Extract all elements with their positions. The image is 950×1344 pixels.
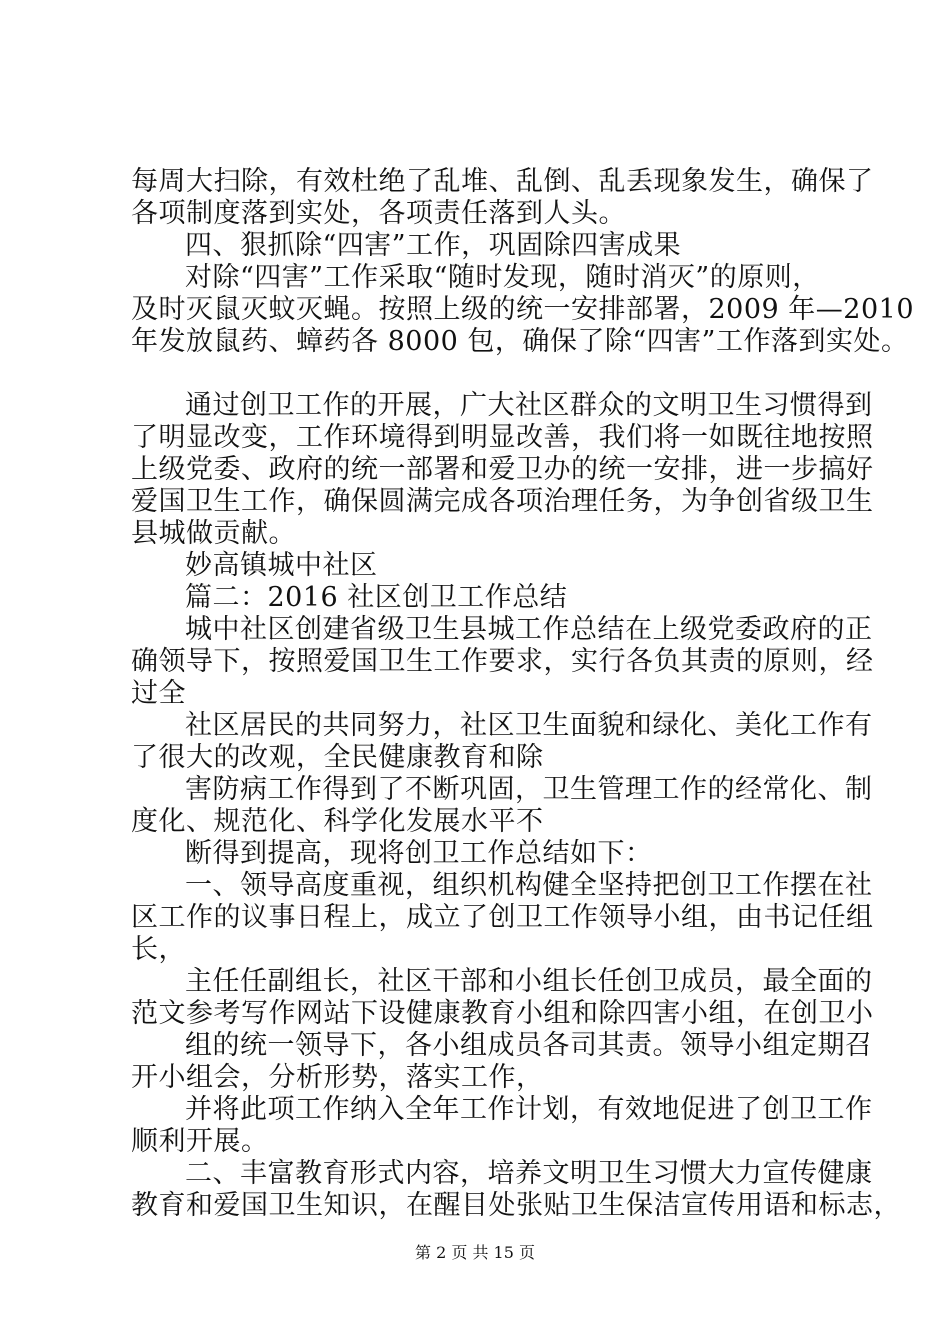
section-title: 篇二：2016 社区创卫工作总结 — [185, 582, 568, 613]
text-line: 县城做贡献。 — [131, 518, 296, 549]
text-line: 区工作的议事日程上，成立了创卫工作领导小组，由书记任组 — [131, 902, 874, 933]
signature-line: 妙高镇城中社区 — [185, 550, 378, 581]
text-line: 社区居民的共同努力，社区卫生面貌和绿化、美化工作有 — [185, 710, 873, 741]
page-number-footer: 第 2 页 共 15 页 — [415, 1243, 535, 1262]
section-heading: 一、领导高度重视，组织机构健全坚持把创卫工作摆在社 — [185, 870, 873, 901]
text-line: 每周大扫除，有效杜绝了乱堆、乱倒、乱丢现象发生，确保了 — [131, 166, 874, 197]
text-line: 了明显改变，工作环境得到明显改善，我们将一如既往地按照 — [131, 422, 874, 453]
text-line: 上级党委、政府的统一部署和爱卫办的统一安排，进一步搞好 — [131, 454, 874, 485]
text-line: 了很大的改观，全民健康教育和除 — [131, 742, 544, 773]
body-text — [131, 166, 915, 1222]
text-line: 开小组会，分析形势，落实工作， — [131, 1062, 544, 1093]
paragraph-gap — [131, 358, 841, 390]
text-line: 度化、规范化、科学化发展水平不 — [131, 806, 544, 837]
text-line: 教育和爱国卫生知识，在醒目处张贴卫生保洁宣传用语和标志， — [131, 1190, 901, 1221]
text-line: 顺利开展。 — [131, 1126, 269, 1157]
text-line: 爱国卫生工作，确保圆满完成各项治理任务，为争创省级卫生 — [131, 486, 874, 517]
text-line: 并将此项工作纳入全年工作计划，有效地促进了创卫工作 — [185, 1094, 873, 1125]
text-line: 各项制度落到实处，各项责任落到人头。 — [131, 198, 626, 229]
text-line: 范文参考写作网站下设健康教育小组和除四害小组，在创卫小 — [131, 998, 874, 1029]
text-line: 主任任副组长，社区干部和小组长任创卫成员，最全面的 — [185, 966, 873, 997]
text-line: 过全 — [131, 678, 186, 709]
text-line: 确领导下，按照爱国卫生工作要求，实行各负其责的原则，经 — [131, 646, 874, 677]
text-line: 断得到提高，现将创卫工作总结如下： — [185, 838, 653, 869]
text-line: 害防病工作得到了不断巩固，卫生管理工作的经常化、制 — [185, 774, 873, 805]
text-line: 年发放鼠药、蟑药各 8000 包，确保了除“四害”工作落到实处。 — [131, 326, 909, 357]
text-line: 城中社区创建省级卫生县城工作总结在上级党委政府的正 — [185, 614, 873, 645]
text-line: 组的统一领导下，各小组成员各司其责。领导小组定期召 — [185, 1030, 873, 1061]
text-line: 及时灭鼠灭蚊灭蝇。按照上级的统一安排部署，2009 年—2010 — [131, 294, 915, 325]
text-line: 通过创卫工作的开展，广大社区群众的文明卫生习惯得到 — [185, 390, 873, 421]
section-heading: 四、狠抓除“四害”工作，巩固除四害成果 — [185, 230, 682, 261]
text-line: 长， — [131, 934, 186, 965]
section-heading: 二、丰富教育形式内容，培养文明卫生习惯大力宣传健康 — [185, 1158, 873, 1189]
text-line: 对除“四害”工作采取“随时发现，随时消灭”的原则， — [185, 262, 820, 293]
